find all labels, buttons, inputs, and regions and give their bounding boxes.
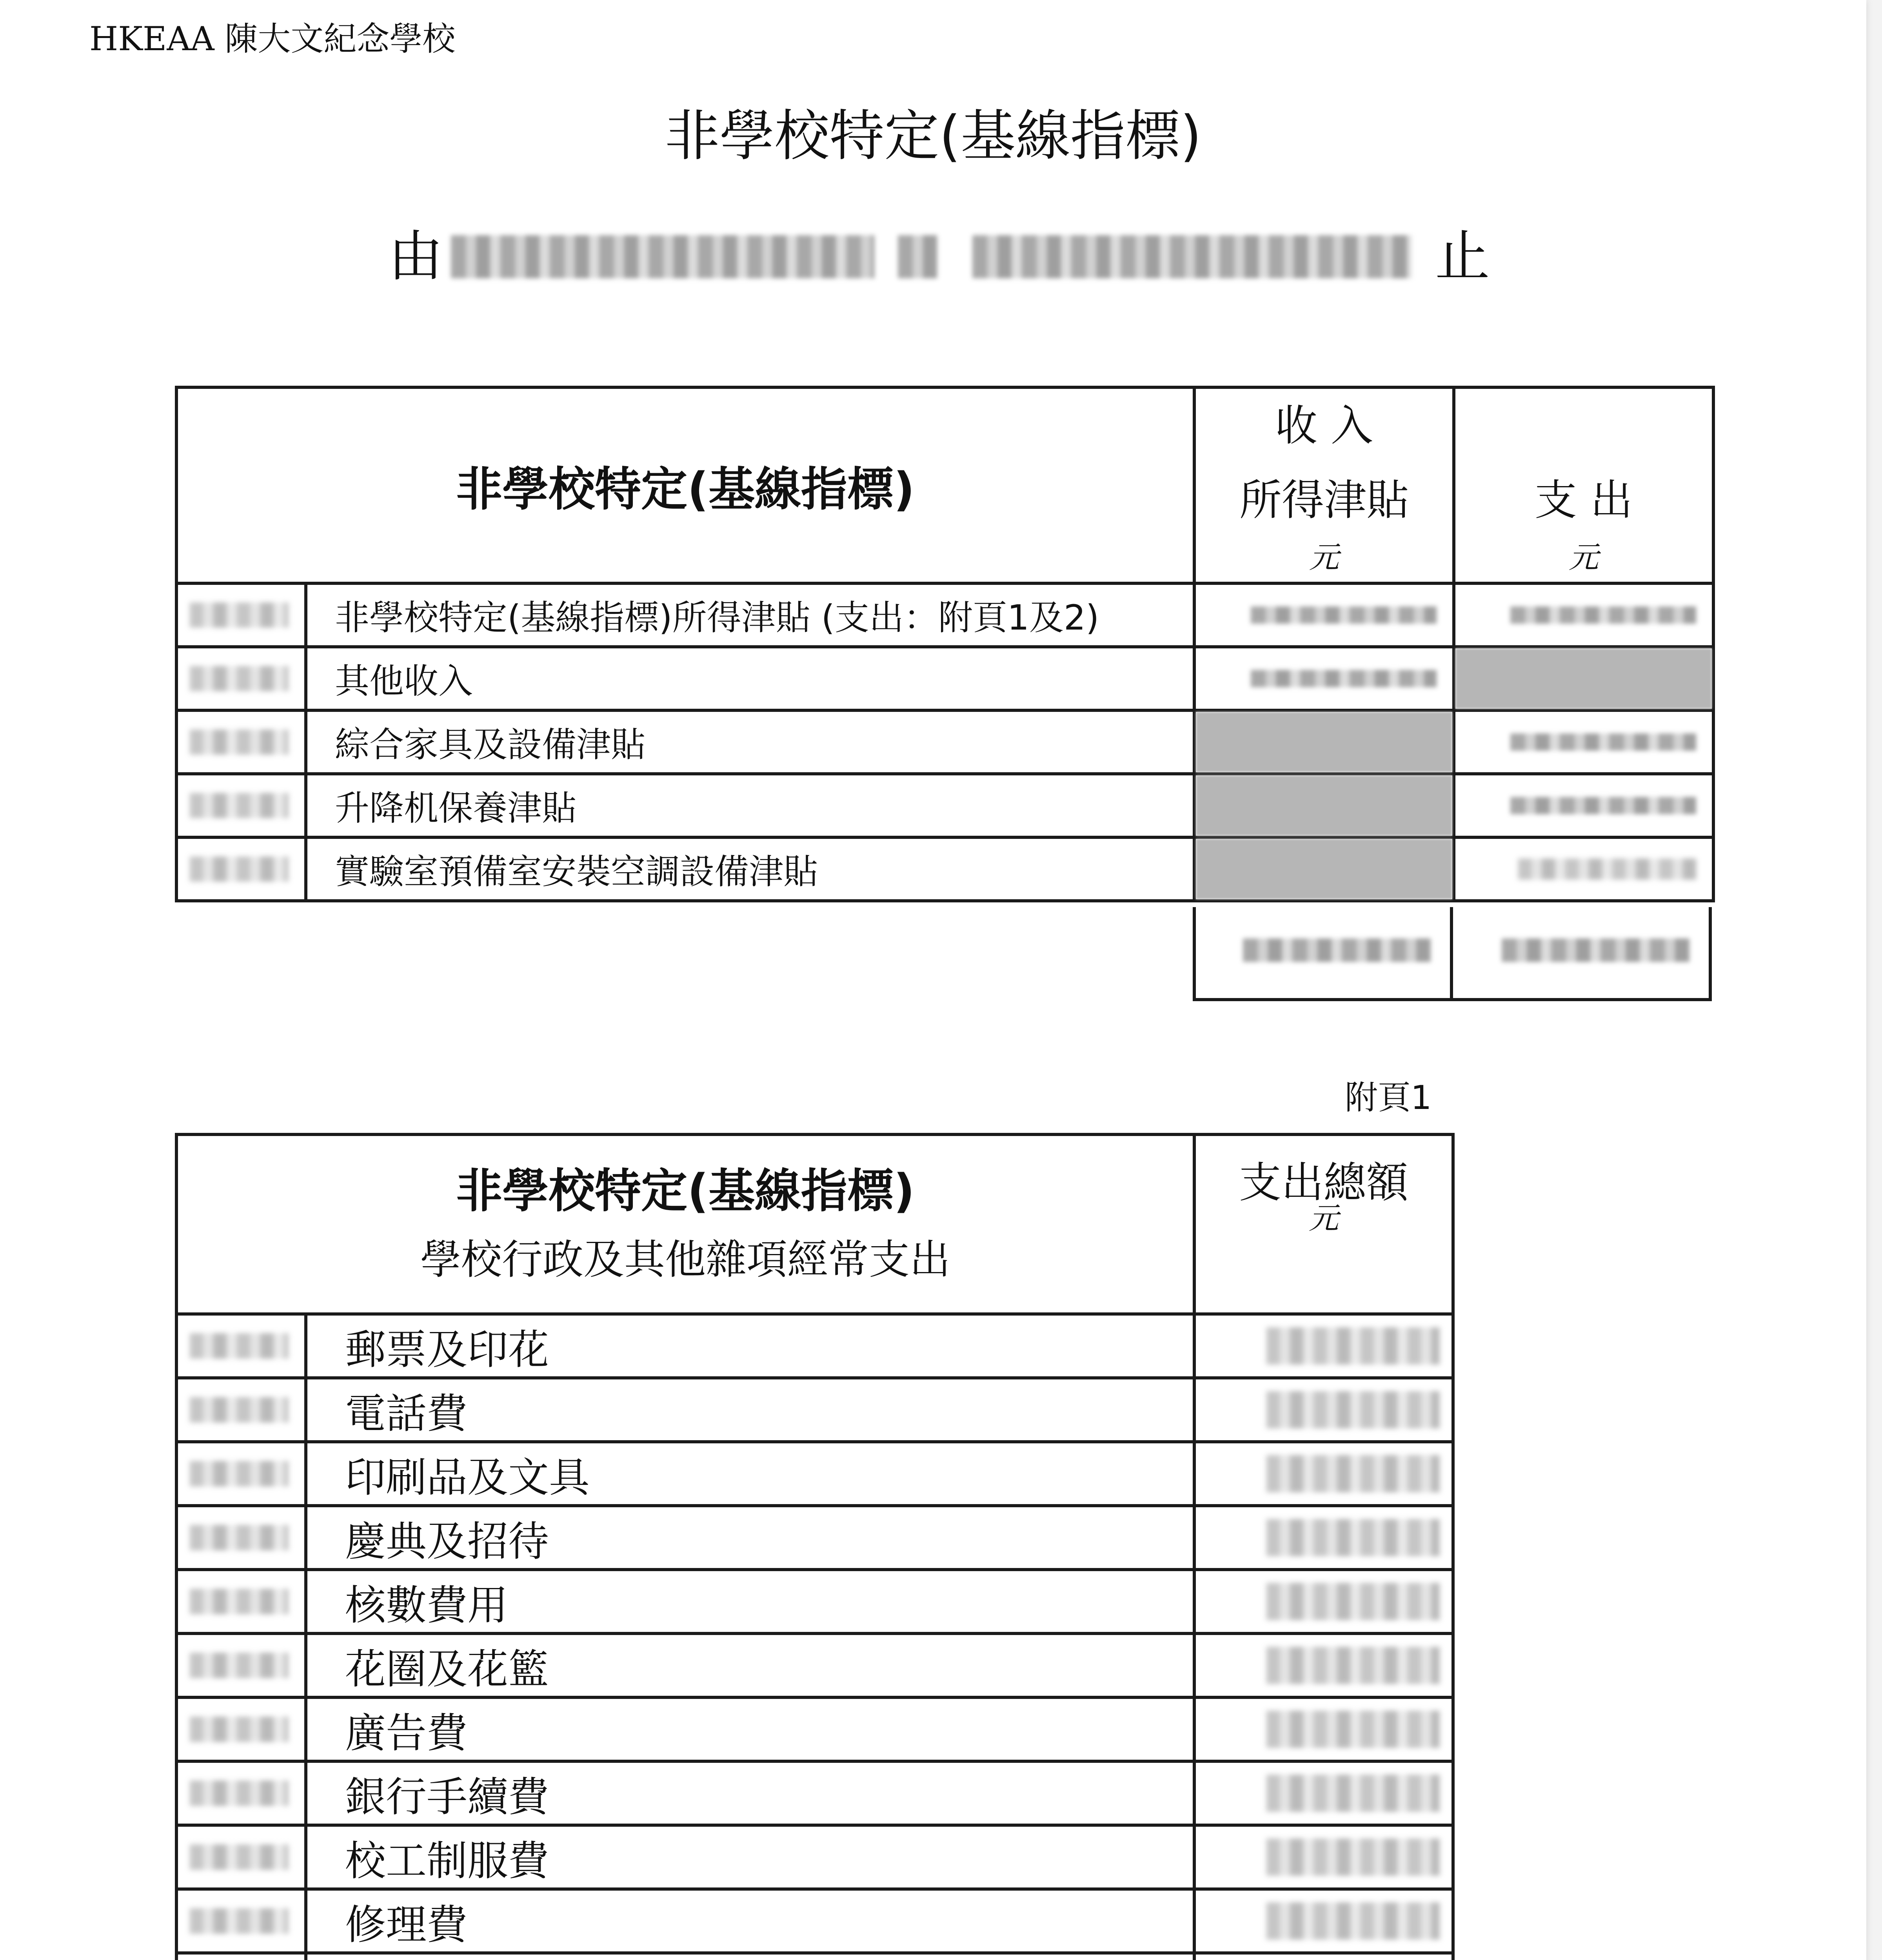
income-expenditure-table	[175, 386, 1715, 902]
row-label: 慶典及招待	[306, 1506, 1194, 1570]
redacted-end-date	[972, 235, 1412, 278]
appendix-title-cell	[176, 1134, 1194, 1314]
table-row	[176, 1697, 1453, 1761]
amount	[1194, 1953, 1453, 1960]
appendix-subtitle: 學校行政及其他雜項經常支出	[420, 1236, 951, 1283]
period-to-label: 止	[1435, 225, 1490, 289]
table-row	[176, 1953, 1453, 1960]
row-label: 花圈及花籃	[306, 1633, 1194, 1697]
expense-unit: 元	[1569, 540, 1599, 575]
table-row	[176, 1378, 1453, 1442]
row-label: 郵票及印花	[306, 1314, 1194, 1378]
account-code	[176, 583, 306, 647]
row-label: 銀行手續費	[306, 1761, 1194, 1825]
total-expense	[1502, 938, 1690, 962]
account-code	[176, 1378, 306, 1442]
expense-column-header	[1454, 387, 1713, 583]
amount	[1194, 1442, 1453, 1506]
table-row	[176, 837, 1713, 901]
table-row	[176, 1314, 1453, 1378]
table-row	[176, 1761, 1453, 1825]
income-unit: 元	[1309, 540, 1339, 575]
appendix-title: 非學校特定(基線指標)	[456, 1164, 915, 1218]
account-code	[176, 774, 306, 837]
account-code	[176, 1506, 306, 1570]
amount	[1194, 1697, 1453, 1761]
account-code	[176, 1889, 306, 1953]
amount	[1194, 1506, 1453, 1570]
expense-header-label: 支 出	[1534, 476, 1633, 525]
income-amount	[1194, 837, 1454, 901]
expense-amount	[1454, 710, 1713, 774]
account-code	[176, 1442, 306, 1506]
table-row	[176, 1570, 1453, 1633]
school-name: HKEAA 陳大文紀念學校	[89, 20, 456, 58]
account-code	[176, 837, 306, 901]
row-label: 其他收入	[306, 647, 1194, 710]
amount	[1194, 1378, 1453, 1442]
account-code	[176, 710, 306, 774]
amount	[1194, 1761, 1453, 1825]
account-code	[176, 1633, 306, 1697]
row-label: 綜合家具及設備津貼	[306, 710, 1194, 774]
row-label: 升降机保養津貼	[306, 774, 1194, 837]
table-row	[176, 647, 1713, 710]
account-code	[176, 1314, 306, 1378]
account-code	[176, 1953, 306, 1960]
amount-column-header	[1194, 1134, 1453, 1314]
row-label: 印刷品及文具	[306, 1442, 1194, 1506]
redacted-start-date	[451, 235, 874, 278]
amount-unit: 元	[1309, 1201, 1339, 1236]
amount	[1194, 1570, 1453, 1633]
amount-header-label: 支出總額	[1239, 1158, 1409, 1207]
amount	[1194, 1633, 1453, 1697]
table-row	[176, 1442, 1453, 1506]
reporting-period	[0, 220, 1866, 294]
income-header-label: 所得津貼	[1239, 476, 1409, 525]
table-row	[176, 774, 1713, 837]
expense-amount	[1454, 774, 1713, 837]
account-code	[176, 1570, 306, 1633]
row-label	[306, 1953, 1194, 1960]
row-label: 校工制服費	[306, 1825, 1194, 1889]
table-row	[176, 1506, 1453, 1570]
amount	[1194, 1825, 1453, 1889]
income-column-header	[1194, 387, 1454, 583]
table-header-row	[176, 1134, 1453, 1314]
row-label: 電話費	[306, 1378, 1194, 1442]
row-label: 非學校特定(基線指標)所得津貼 (支出：附頁1及2)	[306, 583, 1194, 647]
document-title: 非學校特定(基線指標)	[665, 104, 1202, 168]
income-amount	[1194, 583, 1454, 647]
period-from-label: 由	[388, 225, 443, 289]
table-row	[176, 583, 1713, 647]
row-label: 廣告費	[306, 1697, 1194, 1761]
table-row	[176, 1825, 1453, 1889]
table-row	[176, 710, 1713, 774]
income-amount	[1194, 647, 1454, 710]
appendix-label: 附頁1	[1345, 1078, 1432, 1117]
redacted-connector	[898, 235, 937, 278]
table-header-row	[176, 387, 1713, 583]
account-code	[176, 1825, 306, 1889]
income-expense-totals	[1193, 907, 1712, 1001]
account-code	[176, 1761, 306, 1825]
row-label: 修理費	[306, 1889, 1194, 1953]
row-label: 實驗室預備室安裝空調設備津貼	[306, 837, 1194, 901]
row-label: 核數費用	[306, 1570, 1194, 1633]
table-title: 非學校特定(基線指標)	[176, 387, 1194, 583]
expense-amount	[1454, 647, 1713, 710]
amount	[1194, 1314, 1453, 1378]
expense-amount	[1454, 583, 1713, 647]
account-code	[176, 1697, 306, 1761]
account-code	[176, 647, 306, 710]
table-row	[176, 1633, 1453, 1697]
total-income	[1243, 938, 1431, 962]
expense-amount	[1454, 837, 1713, 901]
amount	[1194, 1889, 1453, 1953]
income-amount	[1194, 774, 1454, 837]
appendix-expenditure-table	[175, 1133, 1455, 1960]
income-header-top: 收 入	[1275, 401, 1373, 450]
table-row	[176, 1889, 1453, 1953]
income-amount	[1194, 710, 1454, 774]
